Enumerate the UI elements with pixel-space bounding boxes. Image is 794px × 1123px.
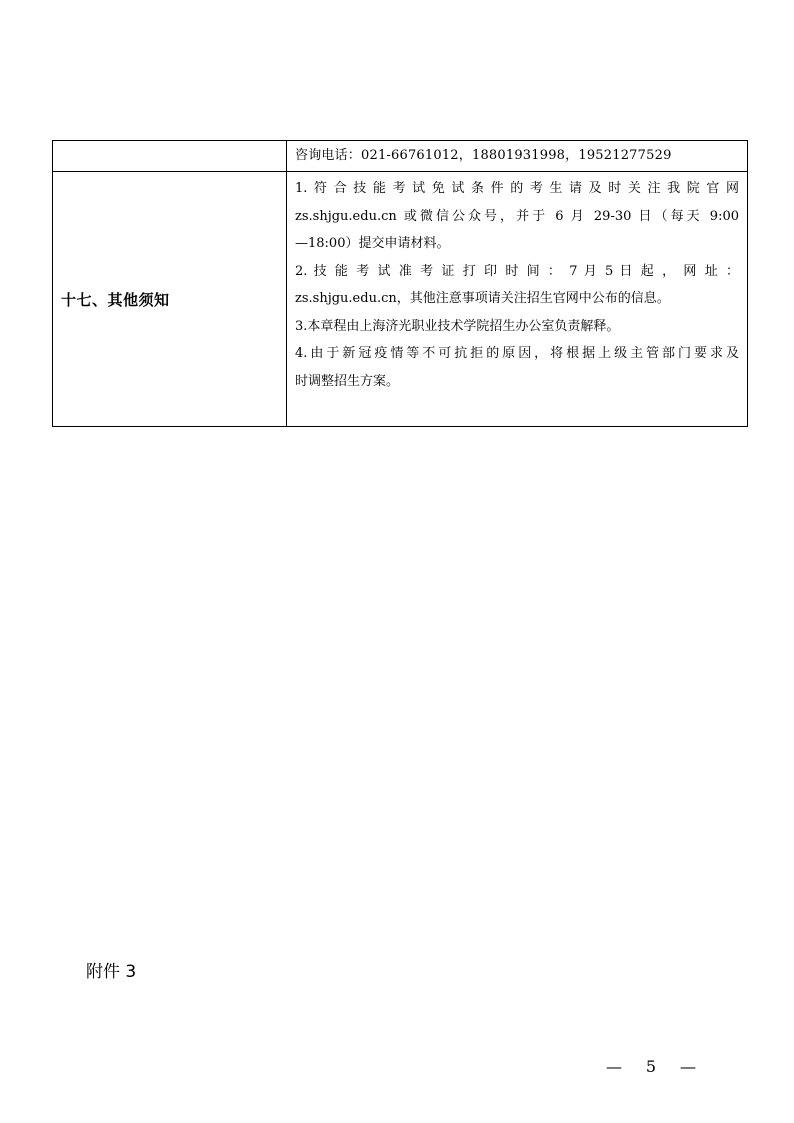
page-number-left-dash: — (606, 1057, 622, 1076)
page-number-value: 5 (645, 1057, 657, 1076)
page-number (606, 1056, 696, 1078)
notes-content-cell (287, 172, 748, 427)
note-line-7: 4.由于新冠疫情等不可抗拒的原因，将根据上级主管部门要求及 (295, 346, 739, 361)
table-row-contact (53, 141, 748, 172)
note-line-4: 2. 技 能 考 试 准 考 证 打 印 时 间 ： 7 月 5 日 起 ， 网 址 ： (295, 263, 739, 279)
note-line-2: zs.shjgu.edu.cn 或微信公众号，并于 6 月 29-30 日（每天 9:00 (295, 208, 739, 224)
note-line-1: 1.符合技能考试免试条件的考生请及时关注我院官网 (295, 181, 739, 196)
notes-section-title: 十七、其他须知 (53, 172, 287, 427)
note-line-3: —18:00）提交申请材料。 (295, 236, 450, 251)
contact-label-cell (53, 141, 287, 172)
page-number-right-dash: — (680, 1057, 696, 1076)
note-line-5: zs.shjgu.edu.cn，其他注意事项请关注招生官网中公布的信息。 (295, 291, 670, 306)
info-table (52, 140, 748, 427)
table-row-notes (53, 172, 748, 427)
attachment-label: 附件 3 (86, 962, 137, 982)
note-line-8: 时调整招生方案。 (295, 373, 400, 389)
note-line-6: 3.本章程由上海济光职业技术学院招生办公室负责解释。 (295, 318, 620, 334)
contact-phone-text: 咨询电话：021-66761012，18801931998，19521277529 (287, 141, 748, 172)
